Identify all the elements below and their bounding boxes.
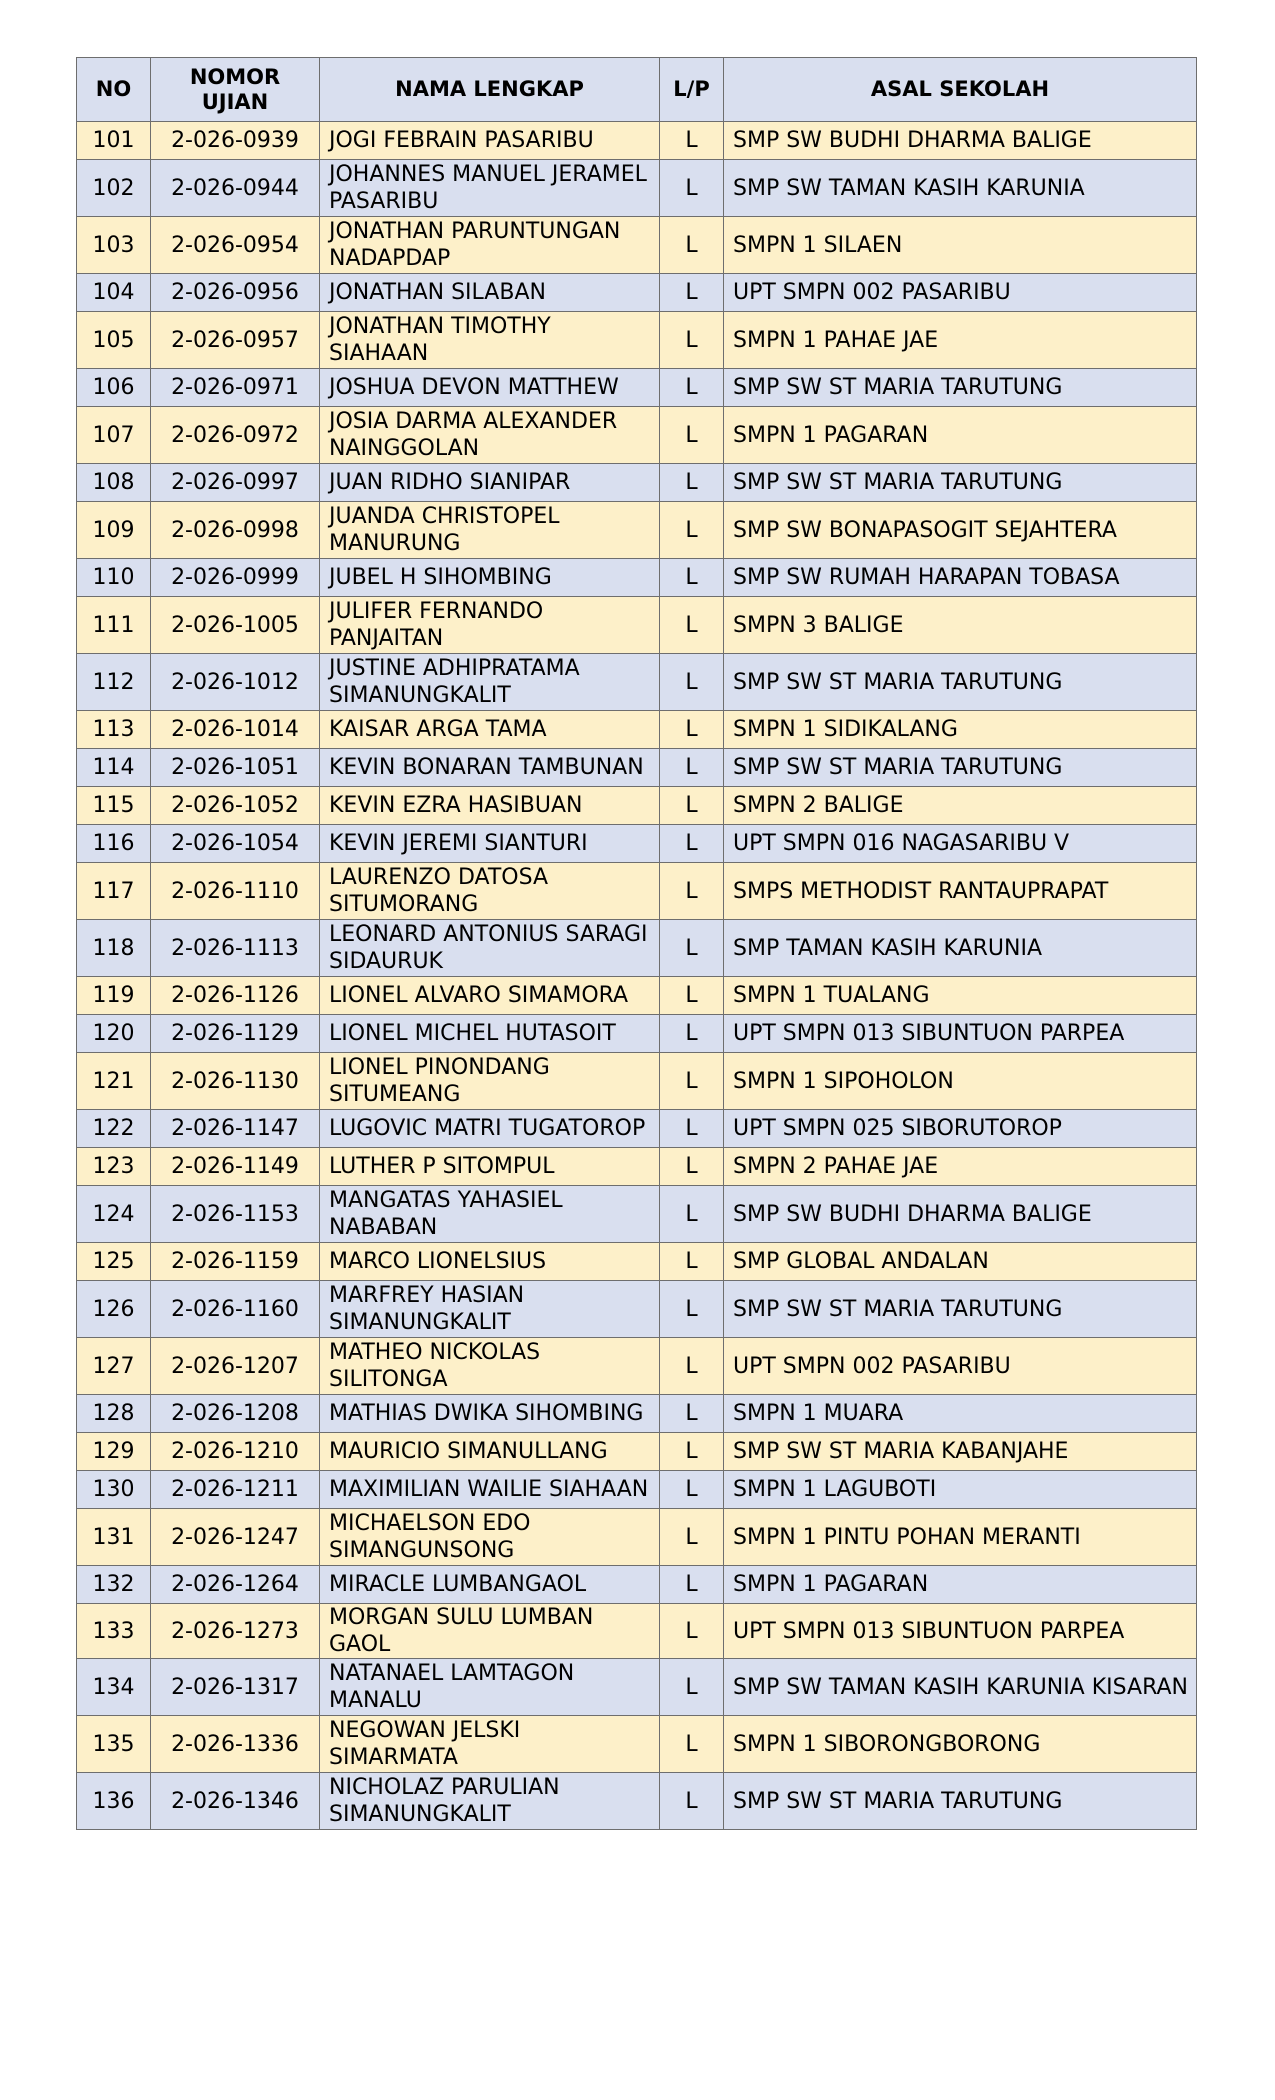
cell-nama-lengkap: LIONEL MICHEL HUTASOIT <box>320 1015 660 1053</box>
cell-asal-sekolah: SMP SW TAMAN KASIH KARUNIA <box>724 160 1197 217</box>
cell-lp: L <box>660 312 724 369</box>
cell-asal-sekolah: UPT SMPN 002 PASARIBU <box>724 1338 1197 1395</box>
cell-lp: L <box>660 1015 724 1053</box>
cell-nomor-ujian: 2-026-1317 <box>151 1659 320 1716</box>
cell-no: 126 <box>77 1281 151 1338</box>
table-row <box>77 1110 1197 1148</box>
cell-asal-sekolah: SMPN 1 PAGARAN <box>724 1566 1197 1604</box>
cell-nama-lengkap: MANGATAS YAHASIEL NABABAN <box>320 1186 660 1243</box>
cell-nama-lengkap: JONATHAN SILABAN <box>320 274 660 312</box>
cell-asal-sekolah: SMP TAMAN KASIH KARUNIA <box>724 920 1197 977</box>
cell-nomor-ujian: 2-026-1273 <box>151 1604 320 1659</box>
cell-asal-sekolah: SMPN 2 BALIGE <box>724 787 1197 825</box>
cell-nomor-ujian: 2-026-1129 <box>151 1015 320 1053</box>
cell-asal-sekolah: SMPN 1 PINTU POHAN MERANTI <box>724 1509 1197 1566</box>
cell-lp: L <box>660 559 724 597</box>
cell-no: 108 <box>77 464 151 502</box>
cell-lp: L <box>660 1243 724 1281</box>
table-row <box>77 464 1197 502</box>
cell-no: 125 <box>77 1243 151 1281</box>
cell-no: 110 <box>77 559 151 597</box>
cell-nomor-ujian: 2-026-1051 <box>151 749 320 787</box>
cell-no: 135 <box>77 1716 151 1773</box>
table-row <box>77 787 1197 825</box>
cell-nama-lengkap: LAURENZO DATOSA SITUMORANG <box>320 863 660 920</box>
cell-nama-lengkap: MAXIMILIAN WAILIE SIAHAAN <box>320 1471 660 1509</box>
cell-no: 112 <box>77 654 151 711</box>
cell-nomor-ujian: 2-026-1110 <box>151 863 320 920</box>
cell-no: 113 <box>77 711 151 749</box>
cell-asal-sekolah: SMP SW BUDHI DHARMA BALIGE <box>724 122 1197 160</box>
cell-nama-lengkap: MICHAELSON EDO SIMANGUNSONG <box>320 1509 660 1566</box>
cell-no: 131 <box>77 1509 151 1566</box>
table-row <box>77 1281 1197 1338</box>
cell-asal-sekolah: UPT SMPN 025 SIBORUTOROP <box>724 1110 1197 1148</box>
cell-nama-lengkap: JOHANNES MANUEL JERAMEL PASARIBU <box>320 160 660 217</box>
cell-nomor-ujian: 2-026-1210 <box>151 1433 320 1471</box>
cell-no: 119 <box>77 977 151 1015</box>
cell-no: 132 <box>77 1566 151 1604</box>
cell-no: 133 <box>77 1604 151 1659</box>
cell-no: 134 <box>77 1659 151 1716</box>
cell-lp: L <box>660 977 724 1015</box>
cell-nama-lengkap: NEGOWAN JELSKI SIMARMATA <box>320 1716 660 1773</box>
cell-no: 129 <box>77 1433 151 1471</box>
cell-asal-sekolah: SMPN 2 PAHAE JAE <box>724 1148 1197 1186</box>
cell-no: 120 <box>77 1015 151 1053</box>
cell-nama-lengkap: LIONEL ALVARO SIMAMORA <box>320 977 660 1015</box>
cell-lp: L <box>660 274 724 312</box>
cell-no: 117 <box>77 863 151 920</box>
cell-asal-sekolah: UPT SMPN 013 SIBUNTUON PARPEA <box>724 1604 1197 1659</box>
cell-lp: L <box>660 1716 724 1773</box>
cell-nama-lengkap: NATANAEL LAMTAGON MANALU <box>320 1659 660 1716</box>
cell-no: 116 <box>77 825 151 863</box>
cell-nama-lengkap: JULIFER FERNANDO PANJAITAN <box>320 597 660 654</box>
cell-no: 114 <box>77 749 151 787</box>
table-row <box>77 1186 1197 1243</box>
cell-lp: L <box>660 1281 724 1338</box>
table-row <box>77 122 1197 160</box>
cell-nomor-ujian: 2-026-0957 <box>151 312 320 369</box>
cell-asal-sekolah: UPT SMPN 002 PASARIBU <box>724 274 1197 312</box>
cell-nomor-ujian: 2-026-1149 <box>151 1148 320 1186</box>
cell-nomor-ujian: 2-026-1153 <box>151 1186 320 1243</box>
cell-no: 103 <box>77 217 151 274</box>
table-row <box>77 1509 1197 1566</box>
cell-nama-lengkap: NICHOLAZ PARULIAN SIMANUNGKALIT <box>320 1773 660 1830</box>
cell-asal-sekolah: SMP SW BONAPASOGIT SEJAHTERA <box>724 502 1197 559</box>
cell-asal-sekolah: UPT SMPN 013 SIBUNTUON PARPEA <box>724 1015 1197 1053</box>
cell-asal-sekolah: SMP SW BUDHI DHARMA BALIGE <box>724 1186 1197 1243</box>
cell-no: 122 <box>77 1110 151 1148</box>
cell-lp: L <box>660 787 724 825</box>
table-row <box>77 1395 1197 1433</box>
cell-nomor-ujian: 2-026-1336 <box>151 1716 320 1773</box>
cell-lp: L <box>660 217 724 274</box>
cell-nama-lengkap: JUANDA CHRISTOPEL MANURUNG <box>320 502 660 559</box>
cell-asal-sekolah: SMPS METHODIST RANTAUPRAPAT <box>724 863 1197 920</box>
cell-nomor-ujian: 2-026-1012 <box>151 654 320 711</box>
cell-nomor-ujian: 2-026-0999 <box>151 559 320 597</box>
cell-no: 128 <box>77 1395 151 1433</box>
cell-lp: L <box>660 1773 724 1830</box>
cell-asal-sekolah: SMP SW ST MARIA KABANJAHE <box>724 1433 1197 1471</box>
cell-lp: L <box>660 1659 724 1716</box>
table-row <box>77 1053 1197 1110</box>
cell-no: 127 <box>77 1338 151 1395</box>
cell-asal-sekolah: SMPN 1 SIDIKALANG <box>724 711 1197 749</box>
cell-no: 121 <box>77 1053 151 1110</box>
cell-nomor-ujian: 2-026-1207 <box>151 1338 320 1395</box>
cell-nama-lengkap: JOSHUA DEVON MATTHEW <box>320 369 660 407</box>
cell-nomor-ujian: 2-026-0939 <box>151 122 320 160</box>
header-no: NO <box>77 58 151 122</box>
table-row <box>77 502 1197 559</box>
cell-nama-lengkap: LUTHER P SITOMPUL <box>320 1148 660 1186</box>
cell-lp: L <box>660 1186 724 1243</box>
table-row <box>77 1604 1197 1659</box>
cell-nomor-ujian: 2-026-1346 <box>151 1773 320 1830</box>
cell-nama-lengkap: JOSIA DARMA ALEXANDER NAINGGOLAN <box>320 407 660 464</box>
cell-lp: L <box>660 1148 724 1186</box>
cell-nomor-ujian: 2-026-1054 <box>151 825 320 863</box>
table-row <box>77 749 1197 787</box>
cell-asal-sekolah: SMPN 1 SILAEN <box>724 217 1197 274</box>
cell-lp: L <box>660 160 724 217</box>
cell-lp: L <box>660 825 724 863</box>
cell-nama-lengkap: JUAN RIDHO SIANIPAR <box>320 464 660 502</box>
header-nomor-ujian-line2: UJIAN <box>201 89 269 114</box>
cell-no: 136 <box>77 1773 151 1830</box>
cell-nomor-ujian: 2-026-1052 <box>151 787 320 825</box>
table-row <box>77 977 1197 1015</box>
cell-nama-lengkap: MARFREY HASIAN SIMANUNGKALIT <box>320 1281 660 1338</box>
cell-asal-sekolah: SMPN 3 BALIGE <box>724 597 1197 654</box>
cell-no: 123 <box>77 1148 151 1186</box>
cell-lp: L <box>660 407 724 464</box>
cell-nomor-ujian: 2-026-1159 <box>151 1243 320 1281</box>
table-row <box>77 312 1197 369</box>
cell-nama-lengkap: LIONEL PINONDANG SITUMEANG <box>320 1053 660 1110</box>
cell-lp: L <box>660 1471 724 1509</box>
cell-nomor-ujian: 2-026-1211 <box>151 1471 320 1509</box>
cell-nama-lengkap: JUBEL H SIHOMBING <box>320 559 660 597</box>
cell-asal-sekolah: SMP SW TAMAN KASIH KARUNIA KISARAN <box>724 1659 1197 1716</box>
cell-lp: L <box>660 1110 724 1148</box>
table-row <box>77 863 1197 920</box>
cell-lp: L <box>660 749 724 787</box>
header-lp: L/P <box>660 58 724 122</box>
cell-lp: L <box>660 122 724 160</box>
cell-nama-lengkap: JUSTINE ADHIPRATAMA SIMANUNGKALIT <box>320 654 660 711</box>
cell-lp: L <box>660 1338 724 1395</box>
cell-nama-lengkap: KAISAR ARGA TAMA <box>320 711 660 749</box>
table-row <box>77 369 1197 407</box>
header-nama-lengkap: NAMA LENGKAP <box>320 58 660 122</box>
participant-table-container <box>76 57 1196 1830</box>
cell-nomor-ujian: 2-026-1208 <box>151 1395 320 1433</box>
cell-nomor-ujian: 2-026-1147 <box>151 1110 320 1148</box>
cell-asal-sekolah: SMPN 1 PAHAE JAE <box>724 312 1197 369</box>
cell-lp: L <box>660 369 724 407</box>
cell-lp: L <box>660 711 724 749</box>
table-row <box>77 217 1197 274</box>
cell-nomor-ujian: 2-026-0954 <box>151 217 320 274</box>
table-row <box>77 274 1197 312</box>
cell-nama-lengkap: KEVIN JEREMI SIANTURI <box>320 825 660 863</box>
table-row <box>77 1433 1197 1471</box>
cell-nama-lengkap: KEVIN BONARAN TAMBUNAN <box>320 749 660 787</box>
cell-nomor-ujian: 2-026-0997 <box>151 464 320 502</box>
table-row <box>77 654 1197 711</box>
cell-asal-sekolah: SMPN 1 MUARA <box>724 1395 1197 1433</box>
cell-nama-lengkap: JOGI FEBRAIN PASARIBU <box>320 122 660 160</box>
cell-nama-lengkap: MAURICIO SIMANULLANG <box>320 1433 660 1471</box>
cell-no: 118 <box>77 920 151 977</box>
cell-lp: L <box>660 1395 724 1433</box>
header-nomor-ujian <box>151 58 320 122</box>
cell-asal-sekolah: SMP SW ST MARIA TARUTUNG <box>724 369 1197 407</box>
cell-no: 109 <box>77 502 151 559</box>
cell-nama-lengkap: MORGAN SULU LUMBAN GAOL <box>320 1604 660 1659</box>
cell-asal-sekolah: SMPN 1 TUALANG <box>724 977 1197 1015</box>
cell-nama-lengkap: JONATHAN TIMOTHY SIAHAAN <box>320 312 660 369</box>
table-row <box>77 1148 1197 1186</box>
cell-no: 130 <box>77 1471 151 1509</box>
participant-table <box>76 57 1197 1830</box>
cell-asal-sekolah: SMPN 1 SIPOHOLON <box>724 1053 1197 1110</box>
table-body <box>77 122 1197 1830</box>
cell-nomor-ujian: 2-026-1014 <box>151 711 320 749</box>
cell-no: 105 <box>77 312 151 369</box>
table-row <box>77 825 1197 863</box>
cell-nomor-ujian: 2-026-1247 <box>151 1509 320 1566</box>
cell-no: 111 <box>77 597 151 654</box>
cell-asal-sekolah: SMPN 1 LAGUBOTI <box>724 1471 1197 1509</box>
table-row <box>77 1716 1197 1773</box>
cell-nomor-ujian: 2-026-0998 <box>151 502 320 559</box>
cell-nama-lengkap: MATHEO NICKOLAS SILITONGA <box>320 1338 660 1395</box>
cell-lp: L <box>660 502 724 559</box>
table-row <box>77 920 1197 977</box>
cell-lp: L <box>660 1053 724 1110</box>
cell-asal-sekolah: SMP SW ST MARIA TARUTUNG <box>724 749 1197 787</box>
cell-no: 115 <box>77 787 151 825</box>
table-row <box>77 1773 1197 1830</box>
cell-nama-lengkap: MARCO LIONELSIUS <box>320 1243 660 1281</box>
cell-asal-sekolah: SMP SW ST MARIA TARUTUNG <box>724 654 1197 711</box>
cell-nomor-ujian: 2-026-1264 <box>151 1566 320 1604</box>
cell-nomor-ujian: 2-026-1160 <box>151 1281 320 1338</box>
table-row <box>77 407 1197 464</box>
table-row <box>77 597 1197 654</box>
table-header-row <box>77 58 1197 122</box>
cell-nomor-ujian: 2-026-0972 <box>151 407 320 464</box>
header-asal-sekolah: ASAL SEKOLAH <box>724 58 1197 122</box>
cell-nama-lengkap: LEONARD ANTONIUS SARAGI SIDAURUK <box>320 920 660 977</box>
cell-asal-sekolah: SMP SW ST MARIA TARUTUNG <box>724 464 1197 502</box>
cell-asal-sekolah: SMP SW ST MARIA TARUTUNG <box>724 1773 1197 1830</box>
cell-nomor-ujian: 2-026-0944 <box>151 160 320 217</box>
table-row <box>77 1471 1197 1509</box>
header-nomor-ujian-line1: NOMOR <box>189 64 281 89</box>
cell-asal-sekolah: UPT SMPN 016 NAGASARIBU V <box>724 825 1197 863</box>
cell-no: 101 <box>77 122 151 160</box>
cell-no: 106 <box>77 369 151 407</box>
cell-asal-sekolah: SMPN 1 SIBORONGBORONG <box>724 1716 1197 1773</box>
cell-nama-lengkap: LUGOVIC MATRI TUGATOROP <box>320 1110 660 1148</box>
cell-no: 124 <box>77 1186 151 1243</box>
table-row <box>77 1015 1197 1053</box>
cell-no: 102 <box>77 160 151 217</box>
cell-no: 107 <box>77 407 151 464</box>
table-row <box>77 1659 1197 1716</box>
cell-lp: L <box>660 863 724 920</box>
table-row <box>77 160 1197 217</box>
cell-nama-lengkap: KEVIN EZRA HASIBUAN <box>320 787 660 825</box>
cell-lp: L <box>660 464 724 502</box>
cell-nama-lengkap: MATHIAS DWIKA SIHOMBING <box>320 1395 660 1433</box>
table-row <box>77 1338 1197 1395</box>
cell-lp: L <box>660 597 724 654</box>
cell-asal-sekolah: SMPN 1 PAGARAN <box>724 407 1197 464</box>
cell-lp: L <box>660 920 724 977</box>
cell-lp: L <box>660 1509 724 1566</box>
cell-nomor-ujian: 2-026-1126 <box>151 977 320 1015</box>
cell-nomor-ujian: 2-026-1113 <box>151 920 320 977</box>
cell-lp: L <box>660 1566 724 1604</box>
cell-asal-sekolah: SMP SW RUMAH HARAPAN TOBASA <box>724 559 1197 597</box>
cell-lp: L <box>660 654 724 711</box>
cell-nomor-ujian: 2-026-1130 <box>151 1053 320 1110</box>
table-row <box>77 711 1197 749</box>
cell-asal-sekolah: SMP GLOBAL ANDALAN <box>724 1243 1197 1281</box>
cell-asal-sekolah: SMP SW ST MARIA TARUTUNG <box>724 1281 1197 1338</box>
table-row <box>77 1243 1197 1281</box>
table-row <box>77 1566 1197 1604</box>
cell-nama-lengkap: MIRACLE LUMBANGAOL <box>320 1566 660 1604</box>
cell-lp: L <box>660 1433 724 1471</box>
cell-nomor-ujian: 2-026-1005 <box>151 597 320 654</box>
table-row <box>77 559 1197 597</box>
cell-no: 104 <box>77 274 151 312</box>
cell-lp: L <box>660 1604 724 1659</box>
cell-nomor-ujian: 2-026-0956 <box>151 274 320 312</box>
cell-nomor-ujian: 2-026-0971 <box>151 369 320 407</box>
cell-nama-lengkap: JONATHAN PARUNTUNGAN NADAPDAP <box>320 217 660 274</box>
